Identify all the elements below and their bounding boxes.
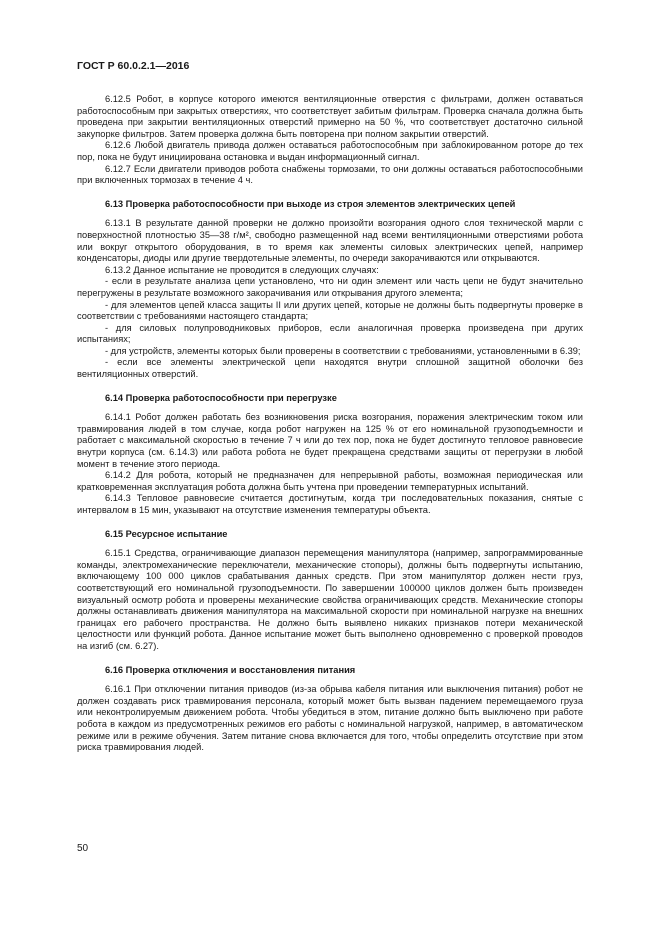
list-item: - для устройств, элементы которых были проверены в соответствии с требованиями, установленными в 6.39; <box>105 345 581 356</box>
paragraph-6-13-2: 6.13.2 Данное испытание не проводится в следующих случаях: <box>105 264 379 275</box>
paragraph-6-12-7: 6.12.7 Если двигатели приводов робота снабжены тормозами, то они должны оставаться работоспособными при включенных тормозах в течение 4 ч. <box>77 163 583 186</box>
paragraph-6-15-1: 6.15.1 Средства, ограничивающие диапазон перемещения манипулятора (например, запрограммированные команды, электромеханические переключатели, механические стопоры), должны быть подвергнуты испытанию, включающему 100 000 циклов срабатывания данных средств. При этом манипулятор должен нести груз, соответствующий его номинальной грузоподъемности. По завершении 100000 циклов должен быть произведен визуальный осмотр робота и проверены механические свойства ограничивающих средств. Механические стопоры должны останавливать движения манипулятора на максимальной скорости при номинальной нагрузке на внешних границах его рабочего пространства. Не должно быть выявлено никаких признаков потери механической целостности или функций робота. Данное испытание может быть выполнено одновременно с проверкой проводов на изгиб (см. 6.27). <box>77 548 583 651</box>
section-heading-6-14: 6.14 Проверка работоспособности при перегрузке <box>105 392 337 403</box>
paragraph-6-12-6: 6.12.6 Любой двигатель привода должен оставаться работоспособным при заблокированном роторе до тех пор, пока не будут инициирована остановка и выдан информационный сигнал. <box>77 140 583 162</box>
section-heading-6-13: 6.13 Проверка работоспособности при выходе из строя элементов электрических цепей <box>105 198 516 209</box>
section-heading-6-15: 6.15 Ресурсное испытание <box>105 528 228 539</box>
list-item: - для элементов цепей класса защиты II или других цепей, которые не должны быть подвергнуты проверке в соответствии с требованиями настоящего стандарта; <box>77 299 583 322</box>
list-item: - если все элементы электрической цепи находятся внутри сплошной защитной оболочки без вентиляционных отверстий. <box>77 357 583 380</box>
page-number: 50 <box>77 843 89 854</box>
list-item: - если в результате анализа цепи установлено, что ни один элемент или часть цепи не будут значительно перегружены в результате возможного закорачивания или открывания другого элемента; <box>77 276 583 298</box>
paragraph-6-14-1: 6.14.1 Робот должен работать без возникновения риска возгорания, поражения электрическим током или травмирования людей в том случае, когда робот нагружен на 125 % от его номинальной грузоподъемности и работает с максимальной скоростью в течение 7 ч или до тех пор, пока не будет достигнуто тепловое равновесие внутри корпуса (см. 6.14.3) или работа робота не будет прекращена средствами защиты от перегрузки в любой момент в течение этого периода. <box>77 412 583 469</box>
paragraph-6-14-3: 6.14.3 Тепловое равновесие считается достигнутым, когда три последовательных показания, снятые с интервалом в 15 мин, указывают на отсутствие изменения температуры объекта. <box>77 493 583 515</box>
section-heading-6-16: 6.16 Проверка отключения и восстановления питания <box>105 664 356 675</box>
document-body <box>77 94 583 754</box>
paragraph-6-14-2: 6.14.2 Для робота, который не предназначен для непрерывной работы, возможная периодическая или кратковременная эксплуатация робота должна быть учтена при проведении температурных испытаний. <box>77 470 583 492</box>
paragraph-6-12-5: 6.12.5 Робот, в корпусе которого имеются вентиляционные отверстия с фильтрами, должен оставаться работоспособным при закрытых отверстиях, что соответствует забитым фильтрам. Проверка сначала должна быть проведена при закрытии вентиляционных отверстий примерно на 50 %, что соответствует достаточно сильной закупорке фильтров. Затем проверка должна быть повторена при полном закрытии отверстий. <box>77 94 583 139</box>
paragraph-6-13-1: 6.13.1 В результате данной проверки не должно произойти возгорания одного слоя технической марли с поверхностной плотностью 35—38 г/м², свободно размещенной над всеми вентиляционными отверстиями робота или вокруг открытого оборудования, в то время как элементы силовых электрических цепей, например конденсаторы, диоды или другие твердотельные элементы, по очереди закорачиваются или открываются. <box>77 218 583 264</box>
list-item: - для силовых полупроводниковых приборов, если аналогичная проверка произведена при других испытаниях; <box>77 322 583 345</box>
document-header: ГОСТ Р 60.0.2.1—2016 <box>77 60 190 72</box>
paragraph-6-16-1: 6.16.1 При отключении питания приводов (из-за обрыва кабеля питания или выключения питания) робот не должен создавать риск травмирования персонала, который может быть вызван падением перемещаемого груза или неконтролируемым движением робота. Чтобы убедиться в этом, питание должно быть выключено при работе робота в каждом из предусмотренных режимов его работы с номинальной нагрузкой, например, в автоматическом режиме или в режиме обучения. Затем питание снова включается для того, чтобы определить отсутствие при этом риска травмирования людей. <box>77 684 583 753</box>
